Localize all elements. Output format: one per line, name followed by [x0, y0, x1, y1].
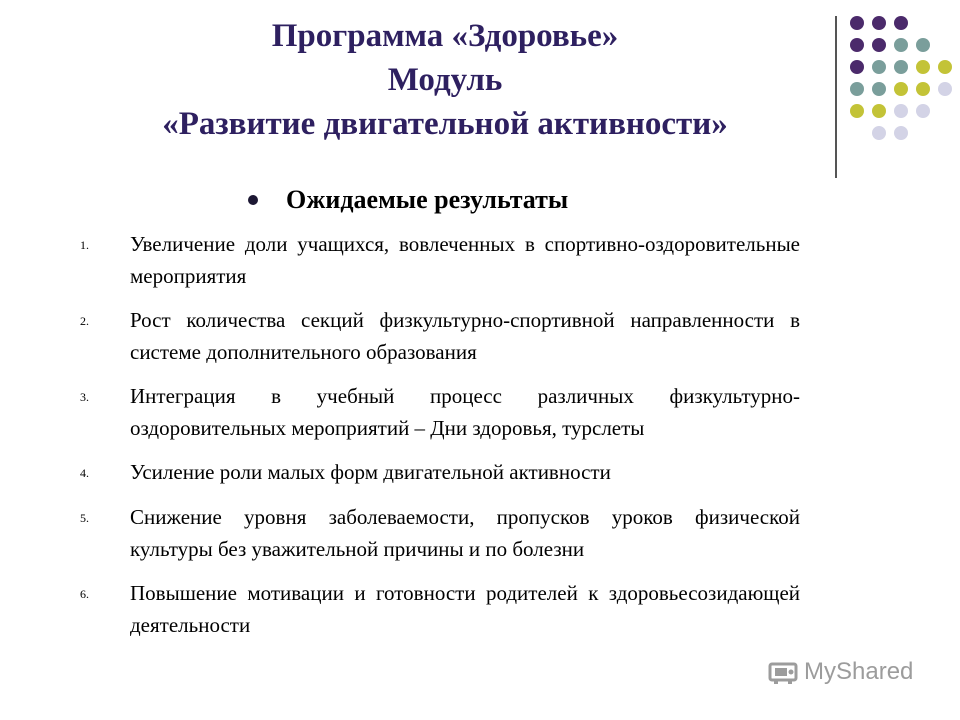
projector-icon: [768, 658, 800, 686]
decorative-dot: [938, 60, 952, 74]
decorative-dot: [894, 82, 908, 96]
item-number: 3.: [80, 390, 89, 404]
decorative-dot: [872, 16, 886, 30]
item-number: 5.: [80, 511, 89, 525]
item-text: Снижение уровня заболеваемости, пропусков уроков физической культуры без уважительной причины и по болезни: [130, 505, 800, 561]
slide-title: [60, 14, 830, 146]
watermark-text: MyShared: [804, 658, 914, 685]
list-item: [80, 228, 800, 292]
bullet-icon: [248, 195, 258, 205]
decorative-dot: [872, 60, 886, 74]
decorative-dot: [872, 104, 886, 118]
item-text: Интеграция в учебный процесс различных физкультурно-оздоровительных мероприятий – Дни здоровья, турслеты: [130, 384, 800, 440]
watermark: [768, 658, 913, 686]
decorative-dot: [894, 16, 908, 30]
decorative-dot: [850, 60, 864, 74]
section-heading-row: [248, 185, 568, 215]
decorative-dot: [916, 38, 930, 52]
title-line-3: «Развитие двигательной активности»: [162, 106, 728, 142]
item-text: Повышение мотивации и готовности родителей к здоровьесозидающей деятельности: [130, 581, 800, 637]
decorative-dot: [894, 126, 908, 140]
list-item: [80, 501, 800, 565]
list-item: [80, 456, 800, 489]
decorative-dot: [850, 16, 864, 30]
results-list: [80, 228, 800, 653]
item-number: 6.: [80, 587, 89, 601]
item-number: 2.: [80, 314, 89, 328]
title-line-2: Модуль: [387, 62, 503, 98]
decorative-dot: [916, 104, 930, 118]
item-number: 1.: [80, 238, 89, 252]
decorative-dot: [872, 126, 886, 140]
decorative-dot: [850, 38, 864, 52]
decorative-dot-grid: [850, 16, 950, 156]
item-text: Рост количества секций физкультурно-спортивной направленности в системе дополнительного образования: [130, 308, 800, 364]
title-line-1: Программа «Здоровье»: [271, 18, 619, 54]
item-text: Увеличение доли учащихся, вовлеченных в спортивно-оздоровительные мероприятия: [130, 232, 800, 288]
decorative-dot: [894, 104, 908, 118]
decorative-dot: [850, 104, 864, 118]
list-item: [80, 304, 800, 368]
list-item: [80, 380, 800, 444]
item-number: 4.: [80, 466, 89, 480]
item-text: Усиление роли малых форм двигательной активности: [130, 460, 611, 484]
divider-line: [835, 16, 837, 178]
decorative-dot: [850, 82, 864, 96]
decorative-dot: [916, 60, 930, 74]
section-heading: Ожидаемые результаты: [286, 185, 569, 214]
list-item: [80, 577, 800, 641]
decorative-dot: [894, 38, 908, 52]
decorative-dot: [872, 38, 886, 52]
decorative-dot: [916, 82, 930, 96]
decorative-dot: [872, 82, 886, 96]
decorative-dot: [894, 60, 908, 74]
decorative-dot: [938, 82, 952, 96]
